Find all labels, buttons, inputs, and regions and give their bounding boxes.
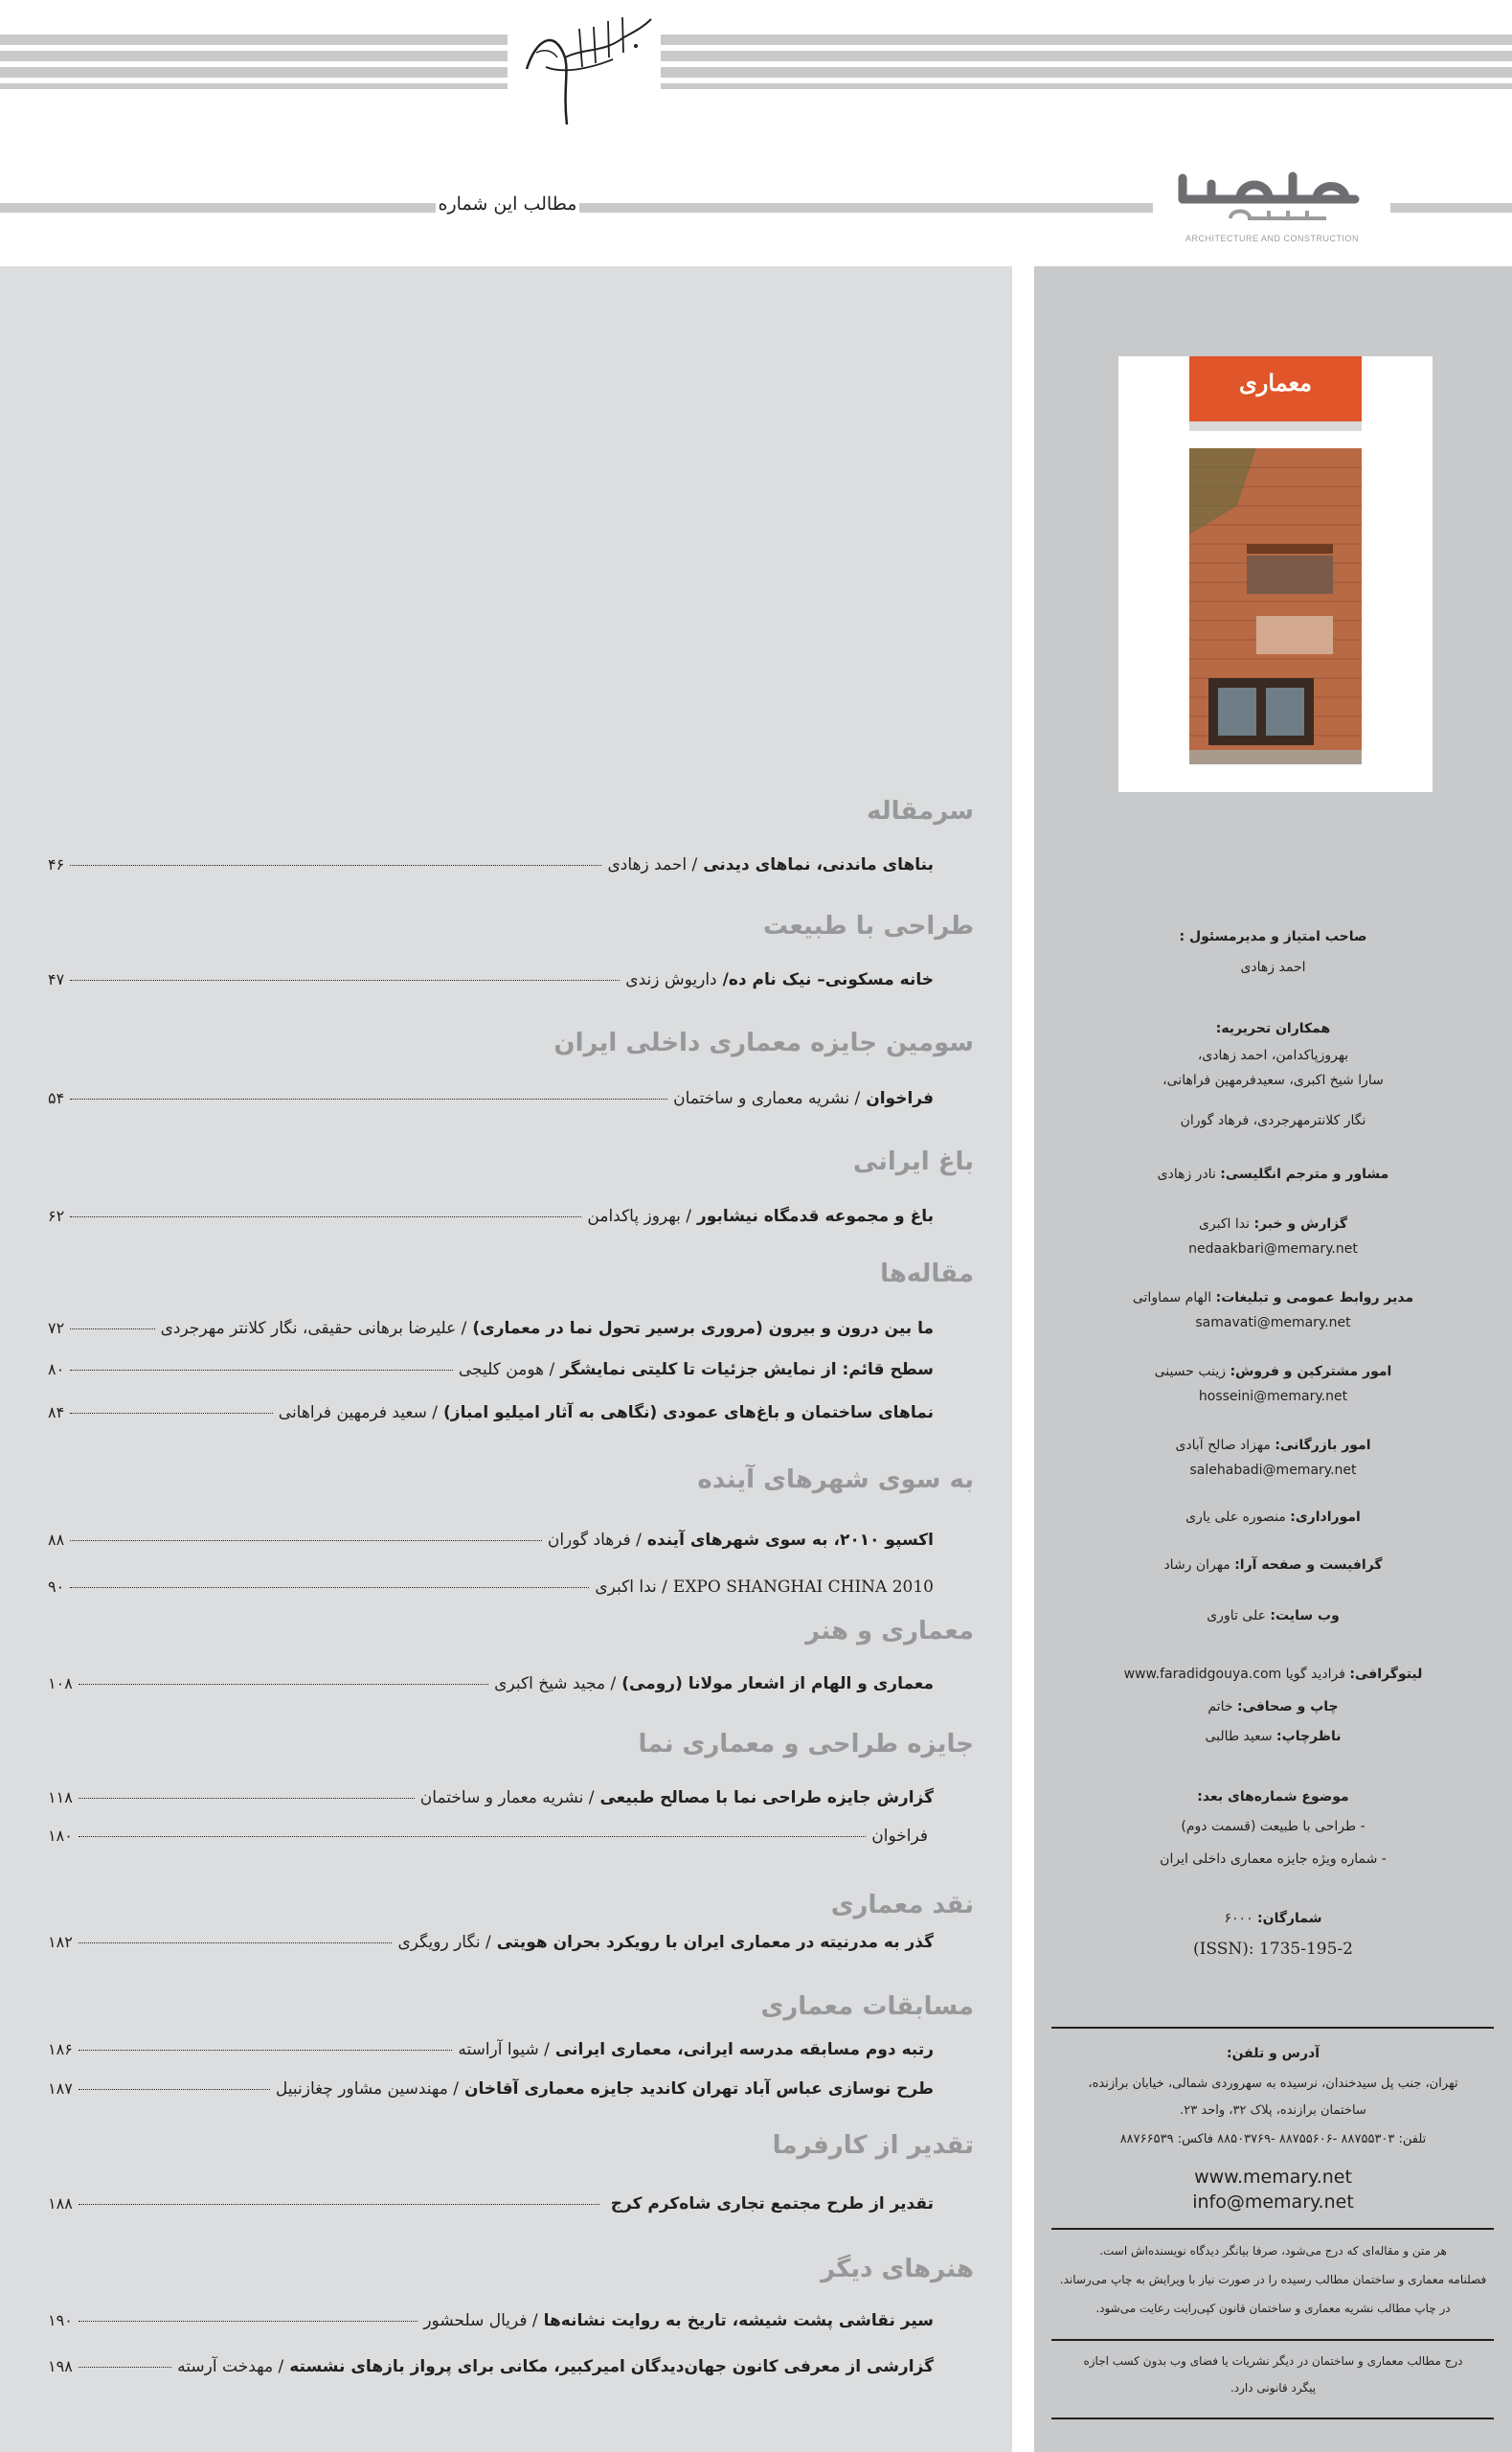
toc-entry-author: / سعید فرمهین فراهانی (278, 1403, 439, 1422)
next-issue-item: - شماره ویژه جایزه معماری داخلی ایران (1160, 1851, 1387, 1867)
disclaimer-line: در چاپ مطالب نشریه معماری و ساختمان قانون کپی‌رایت رعایت می‌شود. (1095, 2302, 1451, 2315)
toc-entry[interactable] (48, 1788, 934, 1815)
toc-page-number: ۴۶ (48, 855, 65, 874)
toc-leader-dots (70, 865, 601, 866)
email-link[interactable]: info@memary.net (1192, 2191, 1354, 2213)
toc-page-number: ۱۰۸ (48, 1674, 73, 1692)
header-stripe (0, 34, 1512, 45)
news-email[interactable]: nedaakbari@memary.net (1188, 1241, 1358, 1257)
toc-entry-title: بناهای ماندنی، نماهای دیدنی (703, 855, 934, 874)
toc-entry[interactable] (48, 1827, 934, 1853)
toc-entry-author: / مجید شیخ اکبری (494, 1674, 617, 1693)
toc-entry-title: طرح نوسازی عباس آباد تهران کاندید جایزه معماری آقاخان (464, 2079, 934, 2099)
toc-entry-author: / احمد زهادی (607, 855, 698, 874)
toc-entry[interactable] (48, 970, 934, 997)
toc-leader-dots (79, 1836, 866, 1837)
toc-page-number: ۷۲ (48, 1319, 65, 1337)
toc-leader-dots (79, 2367, 171, 2368)
contents-panel (0, 266, 1012, 2452)
address-label: آدرس و تلفن: (1226, 2046, 1320, 2061)
header-stripe (0, 83, 1512, 89)
editors-line: سارا شیخ اکبری، سعیدفرمهین فراهانی، (1162, 1073, 1384, 1088)
toc-page-number: ۱۸۰ (48, 1827, 73, 1845)
toc-entry[interactable] (48, 1319, 934, 1346)
toc-leader-dots (79, 2050, 453, 2051)
next-issue-label: موضوع شماره‌های بعد: (1197, 1789, 1349, 1805)
bismillah-calligraphy (508, 0, 661, 134)
toc-entry-title: معماری و الهام از اشعار مولانا (رومی) (621, 1674, 934, 1693)
toc-entry[interactable] (48, 2311, 934, 2338)
toc-entry[interactable] (48, 1578, 934, 1604)
toc-entry[interactable] (48, 1403, 934, 1430)
toc-leader-dots (79, 1684, 488, 1685)
disclaimer-line: فصلنامه معماری و ساختمان مطالب رسیده را در صورت نیاز با ویرایش به چاپ می‌رساند. (1059, 2273, 1487, 2286)
toc-entry[interactable] (48, 1531, 934, 1557)
toc-entry-title: EXPO SHANGHAI CHINA 2010 (672, 1578, 934, 1597)
website-link[interactable]: www.memary.net (1194, 2167, 1352, 2188)
toc-entry[interactable] (48, 2079, 934, 2106)
toc-section-heading: سومین جایزه معماری داخلی ایران (553, 1029, 974, 1057)
toc-leader-dots (79, 1942, 393, 1943)
toc-entry[interactable] (48, 1207, 934, 1234)
toc-entry-author: / بهروز پاکدامن (587, 1207, 691, 1226)
toc-page-number: ۱۹۰ (48, 2311, 73, 2329)
toc-leader-dots (79, 1798, 415, 1799)
toc-leader-dots (70, 1216, 581, 1217)
toc-entry-title: گزارش جایزه طراحی نما با مصالح طبیعی (599, 1788, 934, 1807)
commerce-email[interactable]: salehabadi@memary.net (1189, 1463, 1357, 1478)
toc-entry[interactable] (48, 1089, 934, 1116)
divider (1051, 2027, 1494, 2029)
publisher-name: احمد زهادی (1240, 960, 1306, 975)
toc-leader-dots (79, 2321, 418, 2322)
toc-entry-title: تقدیر از طرح مجتمع تجاری شاه‌کرم کرج (610, 2194, 934, 2214)
toc-leader-dots (70, 1587, 589, 1588)
sales-manager: امور مشترکین و فروش: زینب حسینی (1154, 1364, 1392, 1379)
toc-page-number: ۱۸۲ (48, 1933, 73, 1951)
toc-entry-title: گزارشی از معرفی کانون جهان‌دیدگان امیرکبیر، مکانی برای پرواز بازهای نشسته (289, 2357, 934, 2376)
toc-entry[interactable] (48, 2357, 934, 2384)
toc-leader-dots (70, 1370, 453, 1371)
toc-page-number: ۱۸۶ (48, 2040, 73, 2058)
toc-entry-title: رتبه دوم مسابقه مدرسه ایرانی، معماری ایرانی (554, 2040, 934, 2059)
admin-manager: اموراداری: منصوره علی یاری (1185, 1510, 1361, 1525)
toc-entry-author: / نشریه معمار و ساختمان (419, 1788, 595, 1807)
toc-entry-title: باغ و مجموعه قدمگاه نیشابور (697, 1207, 934, 1226)
title-bar (578, 203, 1153, 213)
toc-entry-author: داریوش زندی (625, 970, 717, 989)
printing: چاپ و صحافی: خاتم (1207, 1699, 1339, 1714)
toc-section-heading: مقاله‌ها (880, 1260, 974, 1288)
cover-brick-facade (1189, 448, 1362, 764)
toc-entry-title: ما بین درون و بیرون (مروری برسیر تحول نما در معماری) (472, 1319, 934, 1338)
lithography: لیتوگرافی: فرادید گویا www.faradidgouya.com (1123, 1667, 1423, 1682)
toc-entry-author: / نشریه معماری و ساختمان (673, 1089, 861, 1108)
toc-leader-dots (70, 1099, 667, 1100)
toc-entry-title: سیر نقاشی پشت شیشه، تاریخ به روایت نشانه‌ها (543, 2311, 934, 2330)
commerce-manager: امور بازرگانی: مهزاد صالح آبادی (1175, 1438, 1371, 1453)
toc-entry-author: / شیوا آراسته (458, 2040, 550, 2059)
toc-entry-author: / علیرضا برهانی حقیقی، نگار کلانتر مهرجردی (160, 1319, 467, 1338)
toc-entry-title: فراخوان (866, 1089, 934, 1108)
toc-page-number: ۴۷ (48, 970, 65, 988)
cover-strip (1189, 421, 1362, 431)
page-title: مطالب این شماره (436, 193, 579, 215)
toc-entry-author: / هومن کلیجی (458, 1360, 555, 1379)
next-issue-item: - طراحی با طبیعت (قسمت دوم) (1181, 1819, 1365, 1834)
toc-leader-dots (70, 1540, 542, 1541)
pr-email[interactable]: samavati@memary.net (1195, 1315, 1351, 1330)
toc-page-number: ۵۴ (48, 1089, 65, 1107)
publisher-label: صاحب امتیاز و مدیرمسئول : (1179, 929, 1367, 944)
editors-line: بهروزپاکدامن، احمد زهادی، (1197, 1048, 1349, 1063)
copyright-line: پیگرد قانونی دارد. (1230, 2381, 1317, 2395)
editors-line: نگار کلانترمهرجردی، فرهاد گوران (1180, 1113, 1366, 1128)
header-stripe (0, 67, 1512, 78)
title-bar (0, 203, 440, 213)
logo-subtitle: ARCHITECTURE AND CONSTRUCTION (1185, 234, 1359, 243)
toc-entry-title: سطح قائم: از نمایش جزئیات تا کلیتی نمایشگر (560, 1360, 934, 1379)
title-bar (1390, 203, 1512, 213)
divider (1051, 2228, 1494, 2230)
toc-entry[interactable] (48, 1933, 934, 1960)
toc-entry-author: / مهندسین مشاور چغازنبیل (275, 2079, 459, 2099)
toc-entry-title: گذر به مدرنیته در معماری ایران با رویکرد بحران هویتی (496, 1933, 934, 1952)
toc-page-number: ۸۸ (48, 1531, 65, 1549)
toc-section-heading: طراحی با طبیعت (762, 912, 974, 941)
news-editor: گزارش و خبر: ندا اکبری (1198, 1216, 1348, 1232)
toc-page-number: ۸۰ (48, 1360, 65, 1378)
toc-entry-author: / مهدخت آرسته (177, 2357, 284, 2376)
pr-manager: مدیر روابط عمومی و تبلیغات: الهام سماواتی (1132, 1290, 1414, 1305)
toc-leader-dots (79, 2204, 599, 2205)
toc-entry[interactable] (48, 855, 934, 882)
toc-section-heading: هنرهای دیگر (821, 2255, 974, 2283)
toc-page-number: ۱۹۸ (48, 2357, 73, 2375)
website-manager: وب سایت: علی تاوری (1207, 1608, 1340, 1623)
toc-section-heading: باغ ایرانی (852, 1147, 974, 1176)
graphic-designer: گرافیست و صفحه آرا: مهران رشاد (1163, 1557, 1383, 1573)
editors-label: همکاران تحریریه: (1215, 1021, 1331, 1036)
toc-page-number: ۱۸۸ (48, 2194, 73, 2213)
toc-section-heading: تقدیر از کارفرما (772, 2131, 974, 2160)
copyright-line: درج مطالب معماری و ساختمان در دیگر نشریات یا فضای وب بدون کسب اجازه (1083, 2354, 1463, 2368)
toc-entry-title: نماهای ساختمان و باغ‌های عمودی (نگاهی به آثار امیلیو امباز) (443, 1403, 934, 1422)
toc-section-heading: به سوی شهرهای آینده (697, 1465, 974, 1494)
toc-leader-dots (79, 2089, 270, 2090)
english-editor: مشاور و مترجم انگلیسی: نادر زهادی (1157, 1167, 1389, 1182)
toc-entry-title: خانه مسکونی– نیک نام ده/ (722, 970, 934, 989)
divider (1051, 2418, 1494, 2419)
toc-entry-author: / فرهاد گوران (547, 1531, 642, 1550)
circulation: شمارگان: ۶۰۰۰ (1224, 1911, 1322, 1926)
toc-section-heading: مسابقات معماری (760, 1992, 974, 2021)
toc-entry-author: / فریال سلحشور (423, 2311, 538, 2330)
toc-page-number: ۶۲ (48, 1207, 65, 1225)
toc-entry[interactable] (48, 1360, 934, 1387)
toc-leader-dots (70, 980, 620, 981)
toc-page-number: ۱۸۷ (48, 2079, 73, 2098)
toc-entry[interactable] (48, 2194, 934, 2221)
toc-entry-author: فراخوان (871, 1827, 928, 1846)
toc-leader-dots (70, 1413, 273, 1414)
disclaimer-line: هر متن و مقاله‌ای که درج می‌شود، صرفا بیانگر دیدگاه نویسنده‌اش است. (1099, 2244, 1447, 2258)
cover-header: معماری (1189, 356, 1362, 421)
header-stripe (0, 51, 1512, 61)
address-line: ساختمان برازنده، پلاک ۳۲، واحد ۲۳. (1180, 2103, 1366, 2118)
address-line: تهران، جنب پل سیدخندان، نرسیده به سهروردی شمالی، خیابان برازنده، (1088, 2077, 1458, 2091)
toc-page-number: ۹۰ (48, 1578, 65, 1596)
toc-leader-dots (70, 1328, 154, 1329)
sales-email[interactable]: hosseini@memary.net (1198, 1389, 1348, 1404)
toc-page-number: ۸۴ (48, 1403, 65, 1421)
print-supervisor: ناظرچاپ: سعید طالبی (1205, 1729, 1342, 1744)
toc-section-heading: نقد معماری (830, 1891, 974, 1919)
divider (1051, 2339, 1494, 2341)
toc-page-number: ۱۱۸ (48, 1788, 73, 1806)
toc-section-heading: معماری و هنر (805, 1617, 974, 1646)
issue-cover-image[interactable] (1118, 356, 1433, 792)
toc-entry[interactable] (48, 1674, 934, 1701)
issn: (ISSN): 1735-195-2 (1193, 1940, 1353, 1959)
toc-entry[interactable] (48, 2040, 934, 2067)
phone-fax: تلفن: ۸۸۷۵۵۳۰۳ -۸۸۷۵۵۶۰۶ -۸۸۵۰۳۷۶۹ فاکس: ۸۸۷۶۶۵۳۹ (1119, 2132, 1427, 2146)
toc-entry-title: اکسپو ۲۰۱۰، به سوی شهرهای آینده (646, 1531, 934, 1550)
toc-section-heading: سرمقاله (867, 797, 974, 826)
toc-section-heading: جایزه طراحی و معماری نما (638, 1730, 974, 1759)
toc-entry-author: / ندا اکبری (595, 1578, 667, 1597)
toc-entry-author: / نگار رویگری (397, 1933, 491, 1952)
